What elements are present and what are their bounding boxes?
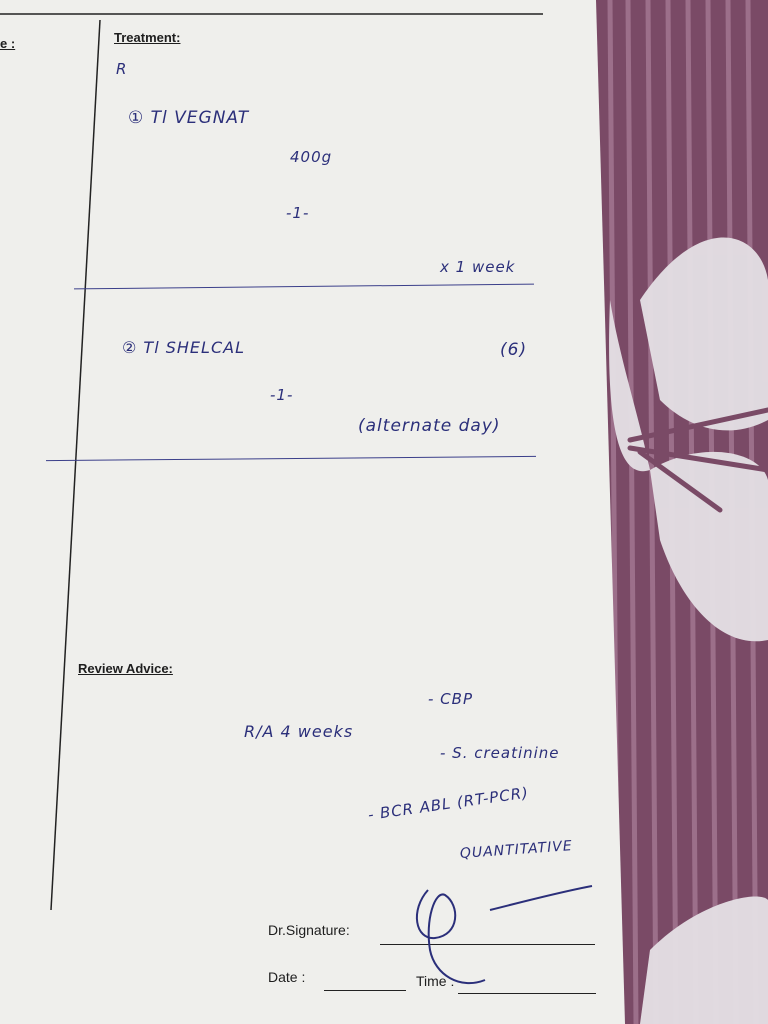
medicine-2-frequency: -1- bbox=[270, 386, 294, 404]
review-advice-heading: Review Advice: bbox=[78, 661, 173, 676]
review-test-creatinine: - S. creatinine bbox=[440, 744, 560, 762]
medicine-2-count: (6) bbox=[500, 340, 528, 360]
review-test-quantitative: QUANTITATIVE bbox=[459, 838, 574, 862]
left-column-label-fragment: e : bbox=[0, 36, 16, 51]
review-test-cbp: - CBP bbox=[428, 690, 473, 708]
medicine-2-instruction: (alternate day) bbox=[358, 416, 501, 436]
date-line[interactable] bbox=[324, 990, 406, 991]
signature-label: Dr.Signature: bbox=[268, 922, 350, 938]
medicine-1-name: ① Tl VEGNAT bbox=[128, 108, 250, 128]
medicine-1-dose: 400g bbox=[290, 148, 333, 166]
medicine-1-frequency: -1- bbox=[286, 204, 310, 222]
review-timing: R/A 4 weeks bbox=[244, 722, 354, 741]
rx-symbol: R bbox=[116, 60, 128, 78]
medicine-2-name: ② Tl SHELCAL bbox=[122, 338, 245, 357]
treatment-heading: Treatment: bbox=[114, 30, 181, 45]
date-label: Date : bbox=[268, 969, 306, 985]
medicine-1-duration: x 1 week bbox=[440, 258, 516, 276]
review-test-bcr-abl: - BCR ABL (RT-PCR) bbox=[366, 783, 531, 824]
time-label: Time : bbox=[416, 973, 455, 989]
doctor-signature bbox=[400, 880, 600, 1000]
